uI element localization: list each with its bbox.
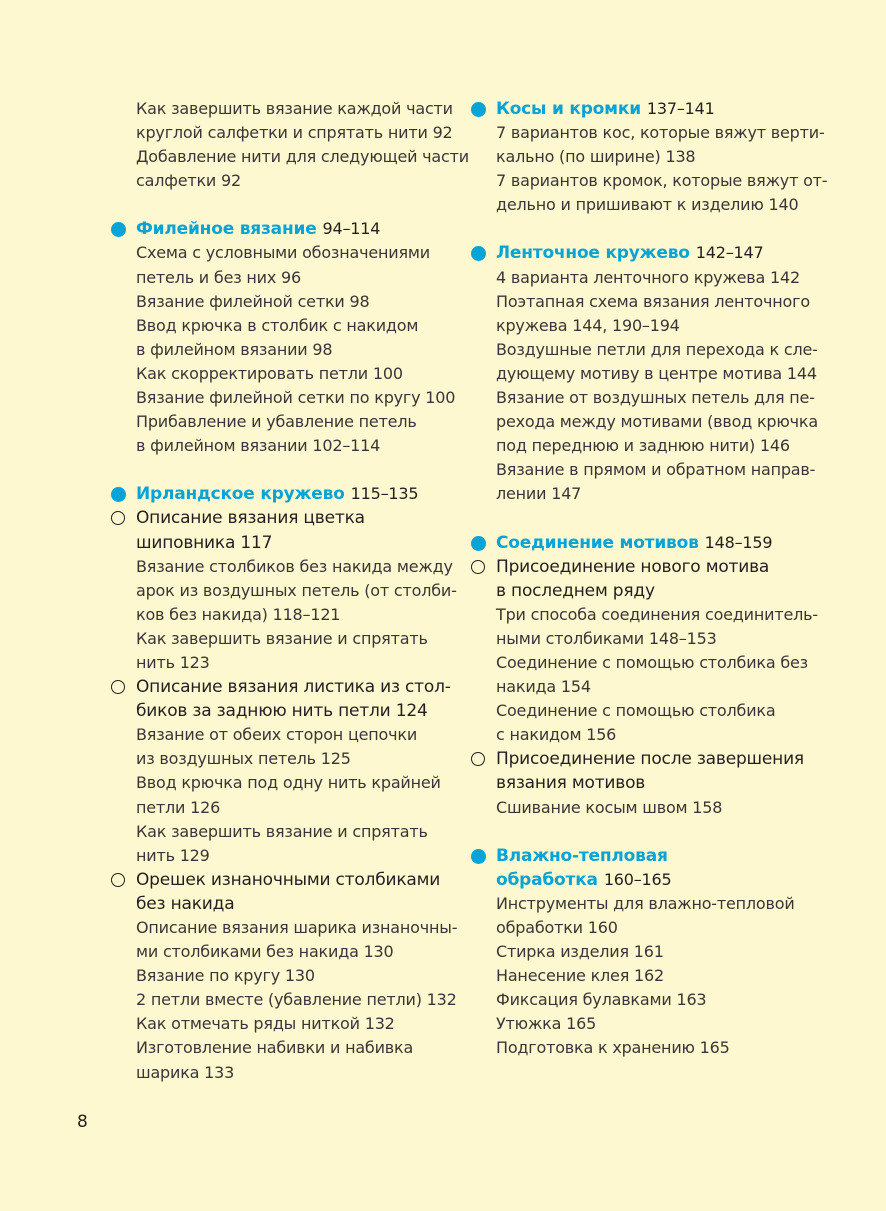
topic-circle-icon (111, 873, 125, 887)
toc-entry: ными столбиками 148–153 (496, 628, 717, 648)
section-heading (136, 482, 456, 506)
section-bullet-icon (471, 246, 486, 261)
section-title: Ленточное кружево (496, 243, 690, 264)
toc-entry: Соединение с помощью столбика (496, 701, 776, 721)
toc-entry: дующему мотиву в центре мотива 144 (496, 363, 817, 383)
topic-circle-icon (471, 560, 485, 574)
toc-entry: Инструменты для влажно-тепловой (496, 893, 795, 913)
left-column (136, 97, 469, 1085)
topic-title: Орешек изнаночными столбиками (136, 869, 441, 890)
toc-entry: Добавление нити для следующей части (136, 147, 469, 167)
toc-entry: Сшивание косым швом 158 (496, 797, 723, 817)
section-bullet-icon (471, 102, 486, 117)
toc-entry: салфетки 92 (136, 171, 241, 191)
toc-topic (496, 747, 826, 795)
toc-section-finishing (496, 844, 826, 1061)
toc-entry: кально (по ширине) 138 (496, 147, 696, 167)
toc-entry: 7 вариантов кос, которые вяжут верти- (496, 123, 825, 143)
section-bullet-icon (471, 849, 486, 864)
toc-section-tape-lace (496, 241, 826, 506)
toc-entry: нить 129 (136, 845, 210, 865)
toc-section-braids (496, 97, 826, 217)
section-pages: 160–165 (603, 869, 672, 889)
section-title: обработка (496, 869, 598, 890)
topic-title: Описание вязания цветка (136, 508, 365, 529)
topic-title: без накида (136, 893, 235, 914)
page-number: 8 (77, 1112, 88, 1132)
topic-title: биков за заднюю нить петли 124 (136, 701, 428, 722)
section-title: Косы и кромки (496, 99, 641, 119)
toc-entry: Вязание филейной сетки 98 (136, 291, 370, 311)
toc-section-filet (136, 217, 456, 458)
toc-topic (136, 506, 456, 554)
toc-entry: обработки 160 (496, 917, 618, 937)
topic-title: в последнем ряду (496, 580, 655, 601)
toc-entry: шарика 133 (136, 1062, 235, 1082)
toc-entry: нить 123 (136, 652, 210, 672)
toc-entry: ми столбиками без накида 130 (136, 942, 394, 962)
toc-entry: ков без накида) 118–121 (136, 604, 341, 624)
section-heading (496, 844, 826, 868)
section-bullet-icon (111, 222, 126, 237)
toc-section-doily-continued (136, 97, 469, 193)
toc-entry: Соединение с помощью столбика без (496, 652, 808, 672)
toc-topic (136, 868, 456, 916)
toc-entry: из воздушных петель 125 (136, 749, 351, 769)
topic-title: шиповника 117 (136, 532, 273, 553)
toc-entry: под переднюю и заднюю нити) 146 (496, 436, 790, 456)
topic-circle-icon (111, 511, 125, 525)
toc-entry: в филейном вязании 102–114 (136, 436, 381, 456)
section-pages: 94–114 (322, 219, 381, 239)
toc-entry: Как завершить вязание каждой части (136, 99, 453, 118)
section-heading (496, 97, 826, 121)
toc-entry: Вязание столбиков без накида между (136, 556, 453, 576)
toc-topic (496, 555, 826, 603)
toc-entry: 2 петли вместе (убавление петли) 132 (136, 990, 457, 1010)
toc-entry: Схема с условными обозначениями (136, 243, 430, 263)
toc-entry: Утюжка 165 (496, 1014, 597, 1034)
topic-title: Присоединение нового мотива (496, 556, 770, 577)
topic-title: Присоединение после завершения (496, 749, 804, 770)
topic-title: вязания мотивов (496, 773, 646, 794)
toc-entry: в филейном вязании 98 (136, 339, 333, 359)
toc-entry: Ввод крючка в столбик с накидом (136, 315, 419, 335)
section-pages: 148–159 (704, 532, 773, 552)
toc-entry: 7 вариантов кромок, которые вяжут от- (496, 171, 828, 191)
toc-entry: круглой салфетки и спрятать нити 92 (136, 123, 453, 143)
section-title: Филейное вязание (136, 219, 317, 240)
toc-entry: Вязание от воздушных петель для пе- (496, 388, 815, 408)
toc-topic (136, 675, 456, 723)
toc-entry: кружева 144, 190–194 (496, 315, 680, 335)
toc-entry: накида 154 (496, 677, 591, 697)
section-title: Ирландское кружево (136, 484, 345, 505)
toc-entry: с накидом 156 (496, 725, 617, 745)
toc-entry: Вязание филейной сетки по кругу 100 (136, 388, 456, 408)
toc-entry: арок из воздушных петель (от столби- (136, 580, 457, 600)
section-pages: 142–147 (695, 243, 764, 263)
section-bullet-icon (471, 536, 486, 551)
toc-entry: петли 126 (136, 797, 221, 817)
toc-entry: рехода между мотивами (ввод крючка (496, 412, 818, 432)
toc-entry: Фиксация булавками 163 (496, 990, 707, 1010)
toc-entry: лении 147 (496, 484, 582, 504)
toc-entry: Вязание от обеих сторон цепочки (136, 725, 418, 745)
toc-entry: дельно и пришивают к изделию 140 (496, 195, 799, 215)
section-pages: 115–135 (350, 484, 419, 504)
section-heading (496, 241, 826, 265)
toc-entry: Поэтапная схема вязания ленточного (496, 291, 810, 311)
topic-title: Описание вязания листика из стол- (136, 677, 451, 698)
toc-entry: Как завершить вязание и спрятать (136, 821, 428, 841)
toc-entry: Стирка изделия 161 (496, 942, 664, 961)
toc-entry: Прибавление и убавление петель (136, 412, 417, 432)
section-heading (496, 531, 826, 555)
toc-entry: Как отмечать ряды ниткой 132 (136, 1014, 395, 1034)
topic-circle-icon (111, 680, 125, 694)
toc-entry: петель и без них 96 (136, 267, 301, 287)
toc-entry: Ввод крючка под одну нить крайней (136, 773, 441, 793)
section-heading-cont (496, 868, 826, 892)
section-bullet-icon (111, 487, 126, 502)
toc-entry: Три способа соединения соединитель- (496, 604, 818, 624)
toc-entry: Изготовление набивки и набивка (136, 1038, 414, 1058)
toc-section-joining-motifs (496, 531, 826, 820)
section-heading (136, 217, 456, 241)
section-pages: 137–141 (646, 99, 715, 118)
toc-entry: Описание вязания шарика изнаночны- (136, 918, 458, 937)
right-column (496, 97, 826, 1060)
toc-entry: Подготовка к хранению 165 (496, 1038, 730, 1058)
toc-entry: Нанесение клея 162 (496, 966, 664, 986)
topic-circle-icon (471, 752, 485, 766)
toc-entry: Вязание по кругу 130 (136, 966, 315, 986)
section-title: Соединение мотивов (496, 532, 699, 553)
section-title: Влажно-тепловая (496, 845, 668, 866)
toc-entry: Как завершить вязание и спрятать (136, 628, 428, 648)
toc-section-irish-lace (136, 482, 456, 1084)
toc-entry: 4 варианта ленточного кружева 142 (496, 267, 800, 287)
toc-entry: Воздушные петли для перехода к сле- (496, 339, 818, 359)
toc-entry: Вязание в прямом и обратном направ- (496, 460, 816, 480)
toc-entry: Как скорректировать петли 100 (136, 363, 403, 383)
